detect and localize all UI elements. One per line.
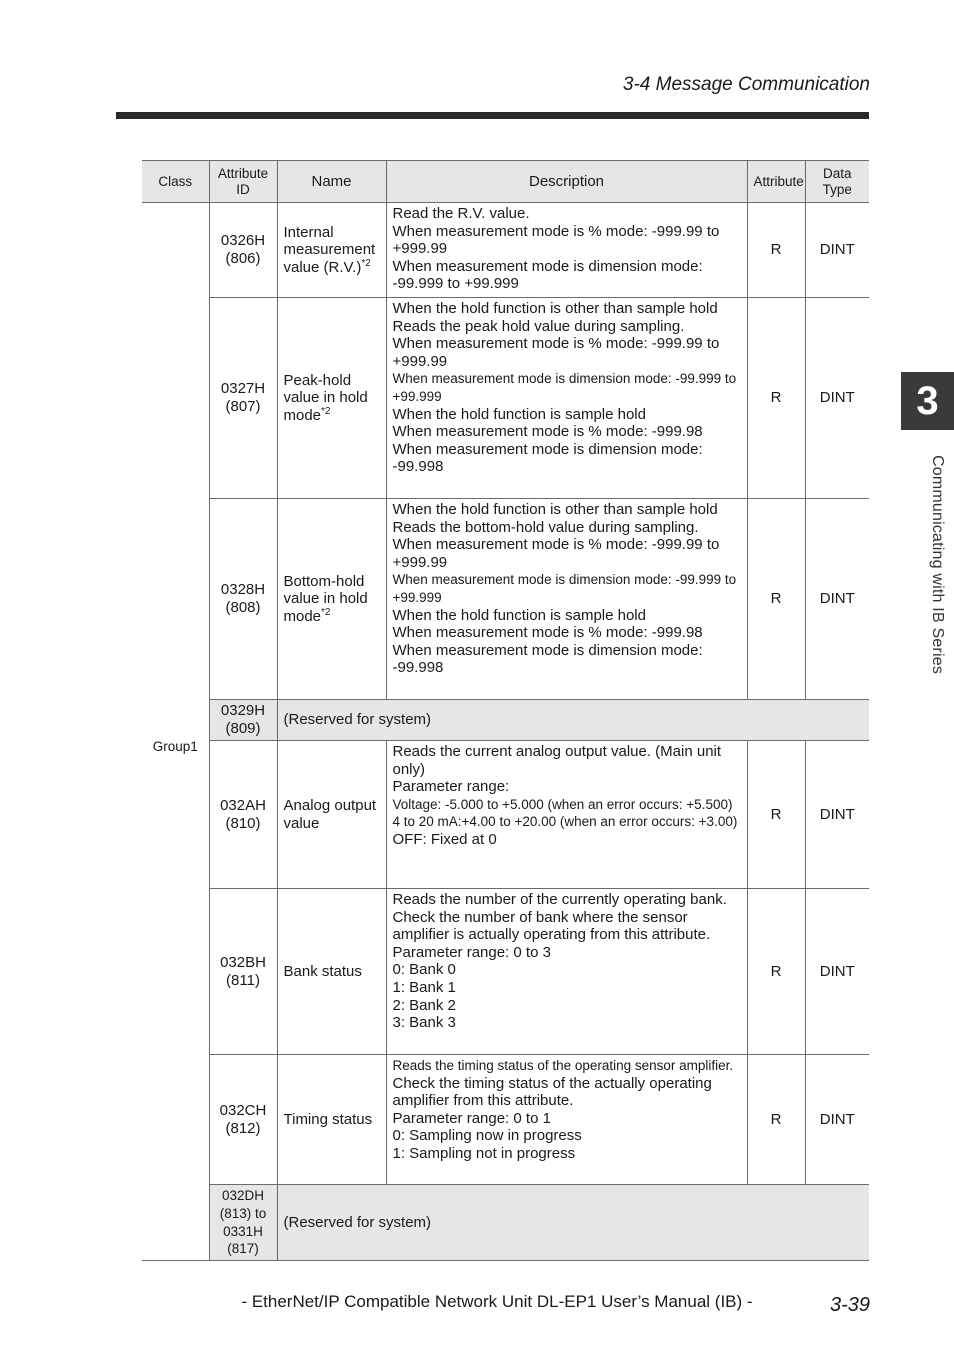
description-line: 4 to 20 mA:+4.00 to +20.00 (when an error occurs: +3.00) [392, 814, 738, 830]
attribute-name: Bank status [283, 962, 362, 980]
description-line: Reads the number of the currently operating bank. [392, 891, 727, 908]
description-line: When the hold function is sample hold [392, 606, 646, 624]
description-line: Reads the bottom-hold value during sampling. [392, 518, 699, 536]
description-line: Check the number of bank where the sensor amplifier is actually operating from this attribute. [392, 908, 711, 944]
description-line: When the hold function is other than sample hold [392, 300, 718, 317]
attribute-access-cell: R [747, 889, 805, 1055]
description-line: Parameter range: 0 to 3 [392, 943, 551, 961]
description-line: When measurement mode is % mode: -999.98 [392, 423, 703, 441]
footnote-mark: *2 [361, 257, 371, 269]
description-cell [386, 889, 747, 1055]
attribute-name: Analog output value [283, 796, 377, 832]
name-cell [277, 298, 386, 499]
chapter-side-label: Communicating with IB Series [929, 455, 946, 675]
attribute-access-cell: R [747, 1055, 805, 1185]
header-name: Name [277, 161, 386, 203]
description-line: When the hold function is other than sample hold [392, 501, 718, 518]
header-attribute-id: Attribute ID [209, 161, 277, 203]
table-row [142, 1055, 869, 1185]
description-cell [386, 298, 747, 499]
description-line: Read the R.V. value. [392, 205, 530, 222]
description-line: Check the timing status of the actually operating amplifier from this attribute. [392, 1074, 712, 1110]
header-class: Class [142, 161, 209, 203]
data-type-cell: DINT [805, 499, 869, 700]
table-row [142, 298, 869, 499]
attribute-id-cell: 0329H (809) [209, 700, 277, 741]
attribute-table [142, 160, 869, 1261]
reserved-cell: (Reserved for system) [277, 1185, 869, 1261]
name-cell [277, 203, 386, 298]
attribute-access-cell: R [747, 298, 805, 499]
description-line: When measurement mode is % mode: -999.99 to +999.99 [392, 335, 720, 370]
data-type-cell: DINT [805, 298, 869, 499]
reserved-cell: (Reserved for system) [277, 700, 869, 741]
attribute-access-cell: R [747, 741, 805, 889]
description-line: 3: Bank 3 [392, 1014, 456, 1032]
table-row [142, 889, 869, 1055]
description-line: 0: Sampling now in progress [392, 1127, 582, 1145]
attribute-id-cell: 032CH (812) [209, 1055, 277, 1185]
description-cell [386, 741, 747, 889]
attribute-name: Timing status [283, 1110, 373, 1128]
chapter-tab: 3 [901, 372, 954, 430]
description-line: Reads the current analog output value. (Main unit only) [392, 743, 722, 778]
description-line: When measurement mode is dimension mode: -99.998 [392, 641, 703, 677]
description-cell [386, 203, 747, 298]
attribute-id-cell: 0327H (807) [209, 298, 277, 499]
attribute-id-cell: 032BH (811) [209, 889, 277, 1055]
name-cell [277, 499, 386, 700]
description-line: Reads the peak hold value during sampling. [392, 317, 685, 335]
description-line: 1: Sampling not in progress [392, 1144, 576, 1162]
footer-manual-title: - EtherNet/IP Compatible Network Unit DL-EP1 User’s Manual (IB) - [241, 1292, 753, 1311]
name-cell [277, 889, 386, 1055]
table-row [142, 741, 869, 889]
description-line: 1: Bank 1 [392, 978, 456, 996]
table-row [142, 499, 869, 700]
data-type-cell: DINT [805, 203, 869, 298]
attribute-name: Internal measurement value (R.V.) [283, 223, 376, 276]
attribute-access-cell: R [747, 203, 805, 298]
table-header-row [142, 161, 869, 203]
attribute-access-cell: R [747, 499, 805, 700]
attribute-name: Peak-hold value in hold mode [283, 371, 368, 424]
table-row [142, 1185, 869, 1261]
description-line: Parameter range: 0 to 1 [392, 1109, 551, 1127]
attribute-id-cell: 0326H (806) [209, 203, 277, 298]
header-rule [116, 112, 869, 119]
description-cell [386, 1055, 747, 1185]
page-number: 3-39 [829, 1294, 870, 1316]
table-row [142, 700, 869, 741]
name-cell [277, 741, 386, 889]
description-line: When measurement mode is % mode: -999.99 to +999.99 [392, 536, 720, 571]
data-type-cell: DINT [805, 889, 869, 1055]
description-line: When measurement mode is dimension mode: -99.998 [392, 440, 703, 476]
description-cell [386, 499, 747, 700]
description-line: When measurement mode is dimension mode: -99.999 to +99.999 [392, 371, 737, 404]
description-line: Reads the timing status of the operating sensor amplifier. [392, 1058, 734, 1073]
description-line: 0: Bank 0 [392, 961, 456, 979]
description-line: OFF: Fixed at 0 [392, 830, 497, 848]
description-line: When measurement mode is % mode: -999.98 [392, 624, 703, 642]
class-value: Group1 [152, 738, 198, 754]
header-attribute: Attribute [747, 161, 805, 203]
attribute-id-cell: 032DH (813) to 0331H (817) [209, 1185, 277, 1261]
description-line: Parameter range: [392, 778, 510, 796]
data-type-cell: DINT [805, 1055, 869, 1185]
attribute-id-cell: 0328H (808) [209, 499, 277, 700]
data-type-cell: DINT [805, 741, 869, 889]
class-cell [142, 203, 209, 1261]
footnote-mark: *2 [321, 405, 331, 417]
description-line: When the hold function is sample hold [392, 405, 646, 423]
table-row [142, 203, 869, 298]
header-description: Description [386, 161, 747, 203]
description-line: 2: Bank 2 [392, 996, 456, 1014]
section-title: 3-4 Message Communication [622, 74, 870, 95]
description-line: When measurement mode is dimension mode: -99.999 to +99.999 [392, 257, 703, 293]
description-line: When measurement mode is dimension mode: -99.999 to +99.999 [392, 572, 737, 605]
footnote-mark: *2 [321, 606, 331, 618]
description-line: Voltage: -5.000 to +5.000 (when an error occurs: +5.500) [392, 796, 733, 812]
name-cell [277, 1055, 386, 1185]
header-data-type: Data Type [805, 161, 869, 203]
attribute-id-cell: 032AH (810) [209, 741, 277, 889]
attribute-name: Bottom-hold value in hold mode [283, 572, 368, 625]
description-line: When measurement mode is % mode: -999.99 to +999.99 [392, 222, 720, 258]
